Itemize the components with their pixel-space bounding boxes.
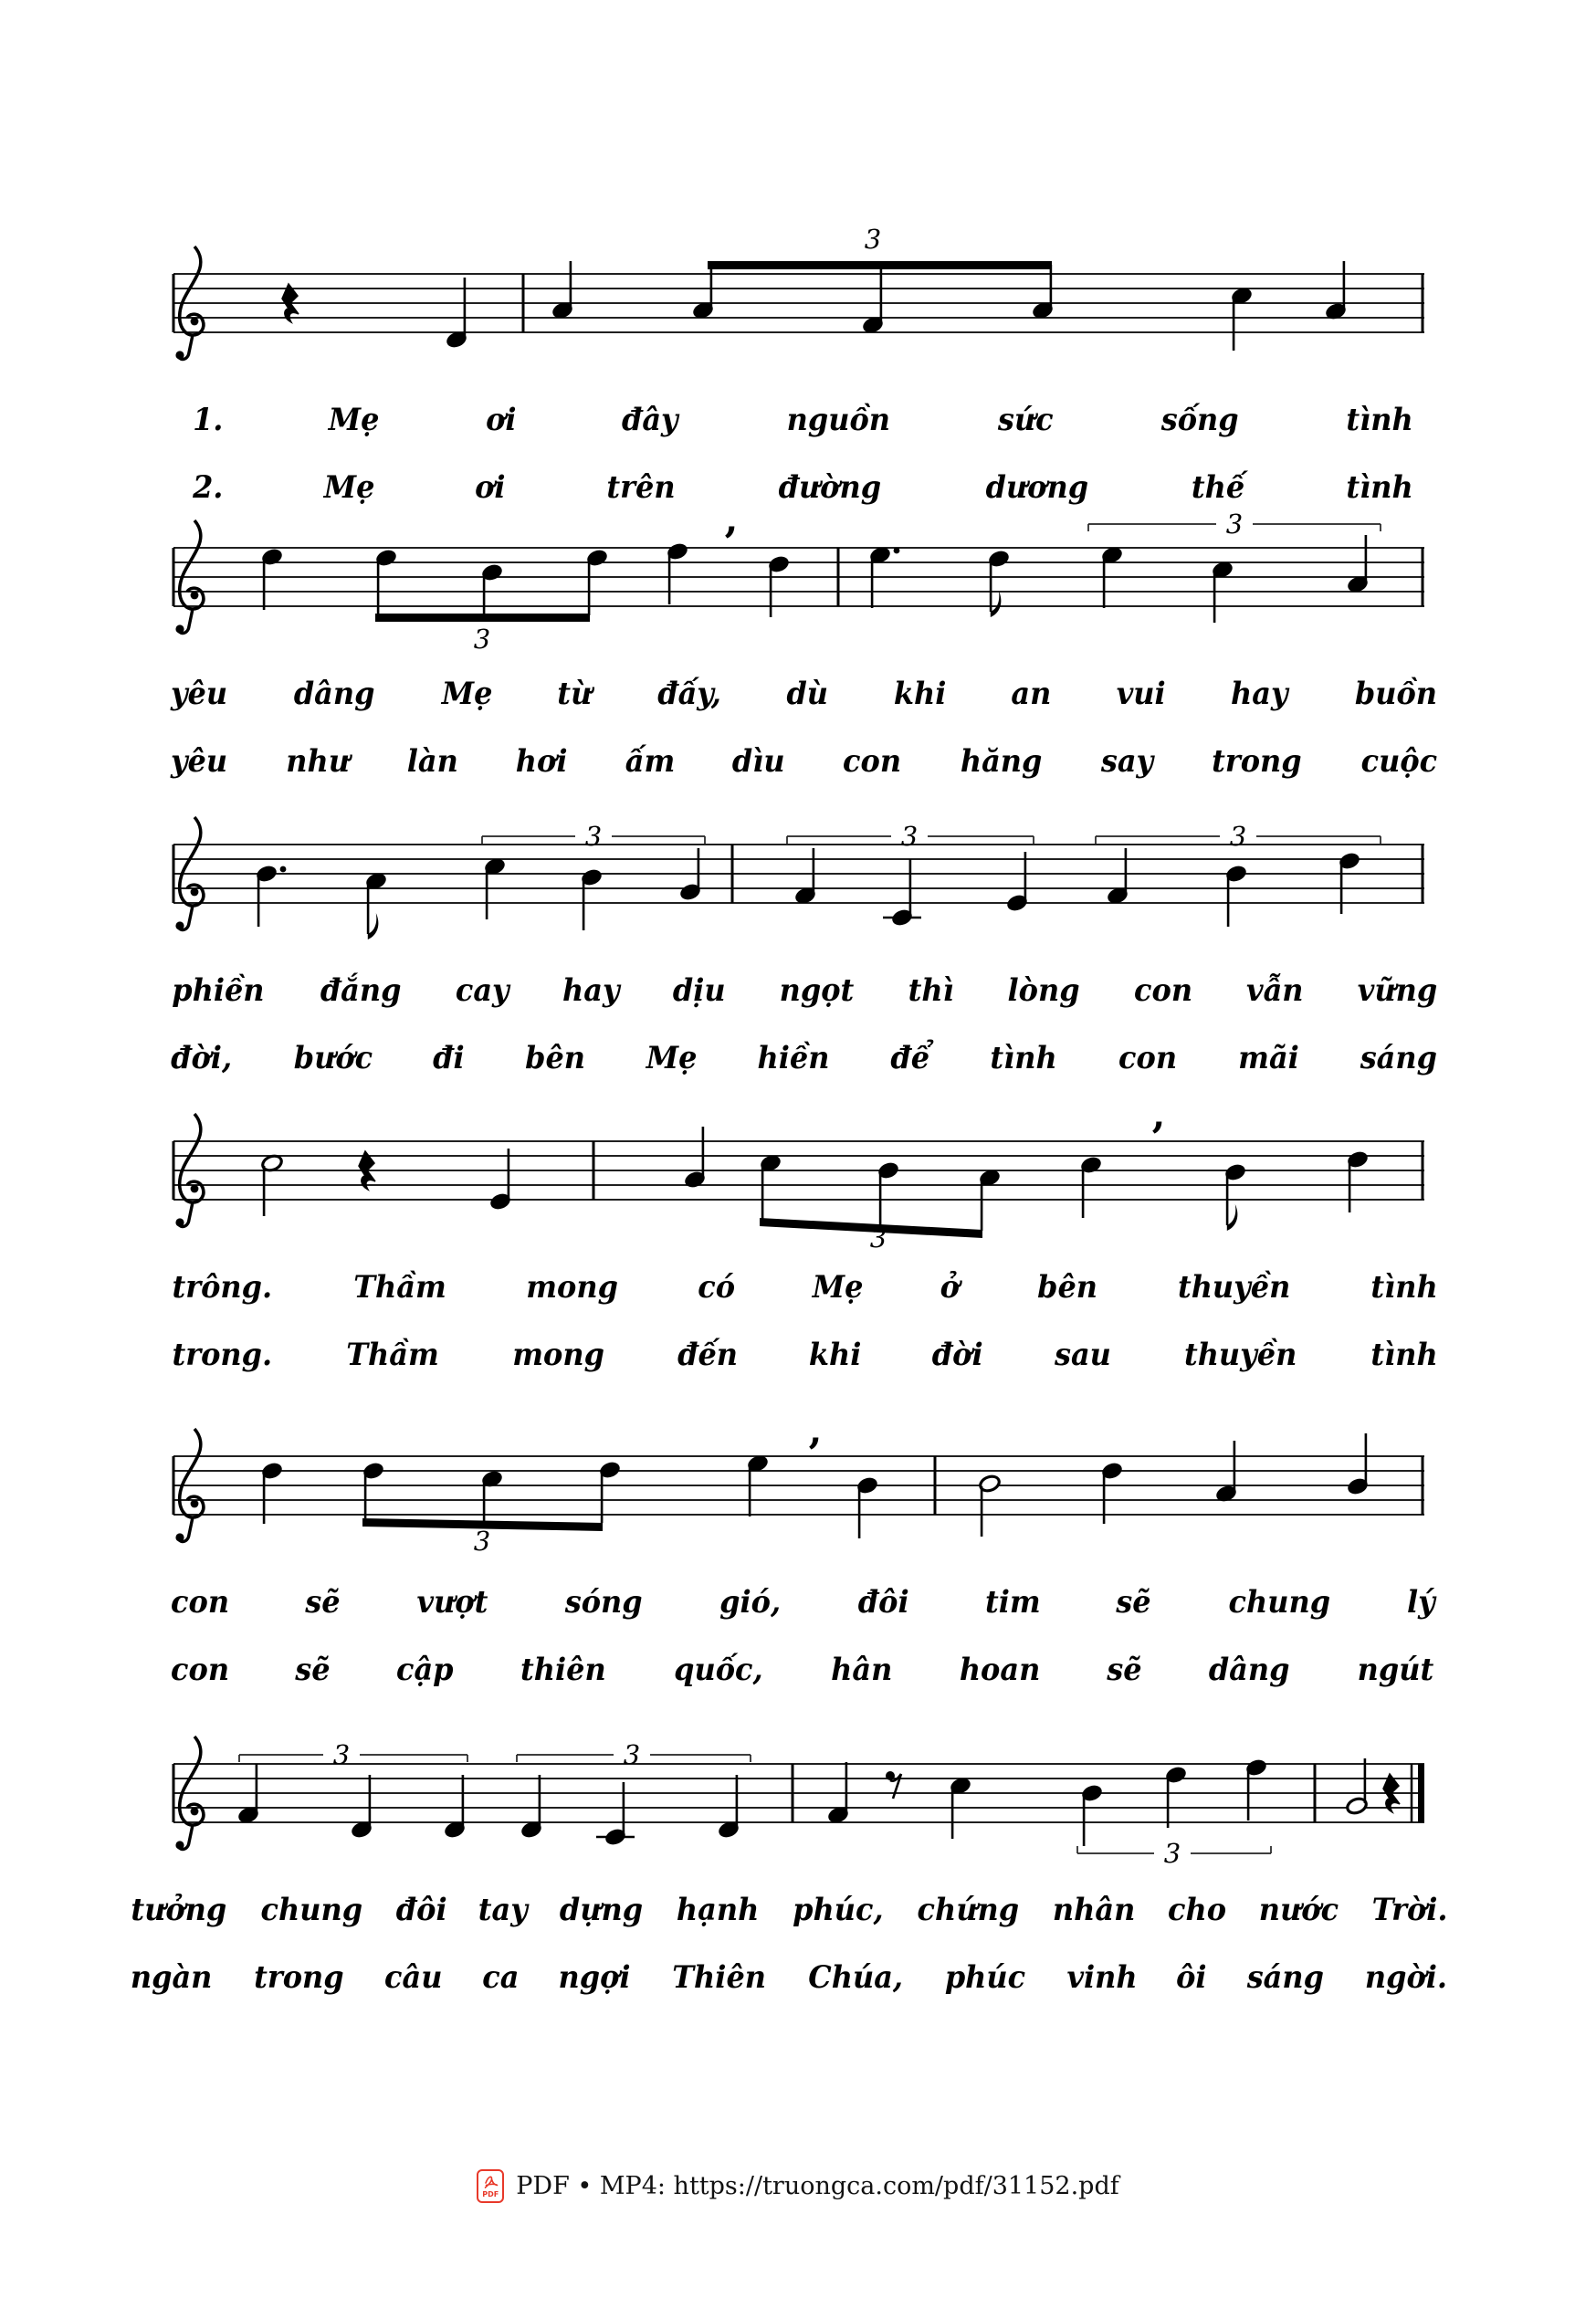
- lyrics-line-verse1-system2: [169, 676, 1440, 712]
- lyric-word: tưởng: [131, 1892, 227, 1928]
- lyric-word: dâng: [294, 676, 375, 712]
- note: [1346, 535, 1369, 594]
- note: [767, 554, 790, 617]
- lyric-word: mong: [512, 1337, 605, 1373]
- note: [374, 548, 397, 615]
- lyric-word: sẽ: [305, 1584, 341, 1621]
- lyric-word: chung: [260, 1892, 363, 1928]
- lyric-word: nước: [1259, 1892, 1339, 1928]
- lyric-word: ơi: [485, 402, 517, 438]
- note: [598, 1460, 621, 1523]
- lyrics-line-verse2-system2: [169, 743, 1440, 780]
- lyric-word: ngàn: [130, 1959, 213, 1996]
- lyrics-line-verse1-system4: [169, 1269, 1440, 1306]
- note: [1079, 1155, 1102, 1218]
- lyric-word: có: [697, 1269, 735, 1306]
- note: [1345, 1758, 1368, 1816]
- lyrics-line-verse1-system5: [169, 1584, 1436, 1621]
- lyric-word: cập: [395, 1652, 454, 1688]
- lyric-word: đôi: [395, 1892, 447, 1928]
- note: [488, 1149, 511, 1212]
- lyric-word: Mẹ: [812, 1269, 864, 1306]
- lyric-word: lòng: [1007, 972, 1080, 1009]
- lyric-word: sẽ: [1107, 1652, 1142, 1688]
- lyric-word: sáng: [1360, 1040, 1438, 1076]
- lyric-word: tình: [1370, 1269, 1438, 1306]
- lyric-word: ơi: [475, 469, 506, 506]
- eighth-flag: [991, 591, 1002, 617]
- note: [678, 848, 701, 902]
- lyric-word: ngọt: [779, 972, 855, 1009]
- triplet-number: 3: [864, 224, 882, 255]
- lyric-word: như: [285, 743, 350, 780]
- lyric-word: mãi: [1237, 1040, 1299, 1076]
- beam: [375, 614, 590, 622]
- lyric-word: dù: [786, 676, 829, 712]
- lyric-word: thế: [1191, 469, 1244, 506]
- lyric-word: yêu: [170, 676, 228, 712]
- lyric-word: chung: [1228, 1584, 1330, 1621]
- lyric-word: trên: [606, 469, 676, 506]
- lyric-word: ngợi: [558, 1959, 631, 1996]
- lyric-word: an: [1011, 676, 1052, 712]
- lyric-word: Chúa,: [808, 1959, 903, 1996]
- staff-system-3: [173, 817, 1424, 939]
- footer-link[interactable]: PDF • MP4: https://truongca.com/pdf/31152.pdf: [516, 2172, 1119, 2200]
- lyric-word: đấy,: [656, 676, 721, 712]
- lyric-word: con: [1133, 972, 1192, 1009]
- breath-mark: ’: [1150, 1113, 1166, 1162]
- note: [666, 541, 688, 604]
- lyric-word: tay: [478, 1892, 528, 1928]
- eighth-rest: [886, 1771, 901, 1799]
- note: [362, 1461, 384, 1518]
- lyric-word: phiền: [172, 972, 265, 1009]
- lyric-word: bước: [293, 1040, 373, 1076]
- triplet-number: 3: [900, 821, 919, 852]
- lyric-word: dựng: [559, 1892, 644, 1928]
- note: [480, 562, 503, 615]
- lyric-word: nguồn: [786, 402, 890, 438]
- lyric-word: đường: [778, 469, 882, 506]
- lyric-word: quốc,: [674, 1652, 764, 1688]
- lyric-word: ấm: [625, 743, 676, 780]
- lyric-word: sóng: [564, 1584, 643, 1621]
- lyric-word: tình: [990, 1040, 1057, 1076]
- lyric-word: Mẹ: [646, 1040, 698, 1076]
- lyric-word: câu: [384, 1959, 443, 1996]
- pdf-icon-label: PDF: [482, 2189, 499, 2198]
- lyric-word: cuộc: [1360, 743, 1438, 780]
- lyric-word: mong: [526, 1269, 619, 1306]
- lyric-word: ở: [940, 1269, 961, 1306]
- lyric-word: thì: [908, 972, 954, 1009]
- lyric-word: thuyền: [1184, 1337, 1297, 1373]
- lyric-word: vẫn: [1245, 972, 1304, 1009]
- note: [1346, 1149, 1369, 1212]
- note: [793, 848, 816, 906]
- note: [691, 265, 714, 320]
- lyric-word: ngút: [1357, 1652, 1434, 1688]
- lyric-word: Mẹ: [323, 469, 375, 506]
- staff-system-5: [173, 1429, 1424, 1557]
- lyric-word: tình: [1346, 402, 1413, 438]
- note: [1223, 1162, 1246, 1231]
- lyric-word: lý: [1407, 1584, 1435, 1621]
- note: [978, 1474, 1001, 1537]
- note: [480, 1469, 503, 1521]
- lyric-word: trong: [1212, 743, 1302, 780]
- lyric-word: sẽ: [295, 1652, 331, 1688]
- lyric-word: Trời.: [1371, 1892, 1448, 1928]
- triplet-number: 3: [1225, 509, 1244, 540]
- lyric-word: hạnh: [676, 1892, 760, 1928]
- note: [1346, 1433, 1369, 1496]
- lyric-word: Mẹ: [329, 402, 380, 438]
- lyric-word: đây: [622, 402, 678, 438]
- note: [1005, 852, 1028, 913]
- lyric-word: tim: [984, 1584, 1041, 1621]
- lyric-word: cay: [455, 972, 509, 1009]
- augmentation-dot: [280, 866, 287, 873]
- lyric-word: say: [1100, 743, 1153, 780]
- note: [759, 1153, 782, 1220]
- note: [683, 1127, 706, 1190]
- lyric-word: đến: [677, 1337, 738, 1373]
- lyric-word: từ: [557, 676, 593, 712]
- staff-system-6: [173, 1737, 1424, 1869]
- lyric-word: bên: [524, 1040, 585, 1076]
- lyric-word: ca: [481, 1959, 520, 1996]
- lyrics-line-verse1-system6: [128, 1892, 1450, 1928]
- beam: [708, 261, 1052, 269]
- lyric-word: làn: [406, 743, 459, 780]
- lyric-word: sau: [1055, 1337, 1112, 1373]
- lyric-word: Thiên: [672, 1959, 766, 1996]
- staff-system-4: [173, 1113, 1424, 1254]
- note: [1080, 1783, 1103, 1846]
- note: [890, 859, 913, 928]
- triplet-number: 3: [1229, 821, 1247, 852]
- lyric-word: thuyền: [1177, 1269, 1290, 1306]
- lyric-word: Thầm: [352, 1269, 446, 1306]
- lyric-word: gió,: [719, 1584, 782, 1621]
- lyric-word: vinh: [1066, 1959, 1138, 1996]
- lyric-word: sẽ: [1116, 1584, 1151, 1621]
- triplet-number: 3: [332, 1739, 351, 1770]
- lyrics-line-verse2-system3: [169, 1040, 1440, 1076]
- lyric-word: con: [171, 1584, 230, 1621]
- lyric-word: yêu: [170, 743, 228, 780]
- note: [1324, 261, 1347, 321]
- lyric-word: Mẹ: [441, 676, 493, 712]
- note: [861, 265, 884, 335]
- lyrics-line-verse2-system5: [169, 1652, 1436, 1688]
- lyric-word: Thầm: [346, 1337, 439, 1373]
- note: [1031, 265, 1054, 320]
- lyric-word: đời: [932, 1337, 984, 1373]
- lyric-word: hoan: [960, 1652, 1041, 1688]
- lyric-word: 1.: [193, 402, 224, 438]
- lyric-word: vững: [1357, 972, 1438, 1009]
- eighth-flag: [368, 913, 379, 939]
- lyrics-line-verse2-system1: [192, 469, 1415, 506]
- lyric-word: vượt: [416, 1584, 488, 1621]
- lyric-word: dịu: [672, 972, 726, 1009]
- breath-mark: ’: [806, 1429, 823, 1478]
- lyric-word: chứng: [917, 1892, 1020, 1928]
- triplet-number: 3: [473, 624, 491, 655]
- lyric-word: tình: [1346, 469, 1413, 506]
- pdf-glyph-icon: [483, 2175, 499, 2190]
- lyrics-line-verse2-system4: [169, 1337, 1440, 1373]
- triplet-number: 3: [623, 1739, 641, 1770]
- lyric-word: con: [1118, 1040, 1177, 1076]
- lyric-word: cho: [1168, 1892, 1227, 1928]
- lyric-word: hơi: [516, 743, 568, 780]
- lyric-word: trong.: [172, 1337, 273, 1373]
- note: [551, 261, 573, 320]
- lyrics-line-verse1-system1: [192, 402, 1415, 438]
- lyric-word: ôi: [1176, 1959, 1207, 1996]
- note: [364, 871, 387, 939]
- lyric-word: trong: [254, 1959, 344, 1996]
- augmentation-dot: [894, 548, 900, 554]
- lyric-word: hân: [831, 1652, 893, 1688]
- lyric-word: phúc: [944, 1959, 1026, 1996]
- lyric-word: hay: [562, 972, 620, 1009]
- lyric-word: hiền: [758, 1040, 830, 1076]
- note: [580, 867, 603, 930]
- lyric-word: đi: [433, 1040, 466, 1076]
- eighth-flag: [1227, 1204, 1238, 1231]
- note: [260, 547, 283, 610]
- triplet-number: 3: [869, 1222, 887, 1254]
- lyric-word: thiên: [520, 1652, 606, 1688]
- note: [1244, 1758, 1267, 1821]
- lyric-word: sống: [1160, 402, 1239, 438]
- note: [1224, 864, 1247, 927]
- lyric-word: sức: [998, 402, 1054, 438]
- lyric-word: khi: [808, 1337, 862, 1373]
- staff-system-1: [173, 224, 1424, 360]
- triplet-number: 3: [584, 821, 603, 852]
- triplet-number: 3: [473, 1526, 491, 1557]
- note: [1164, 1765, 1187, 1828]
- lyric-word: sáng: [1246, 1959, 1324, 1996]
- note: [1338, 851, 1360, 914]
- note: [1214, 1441, 1237, 1504]
- lyric-word: dâng: [1208, 1652, 1290, 1688]
- lyric-word: phúc,: [792, 1892, 884, 1928]
- lyric-word: ngời.: [1364, 1959, 1448, 1996]
- lyric-word: vui: [1116, 676, 1166, 712]
- lyric-word: tình: [1370, 1337, 1438, 1373]
- note: [585, 548, 608, 615]
- lyric-word: bên: [1036, 1269, 1097, 1306]
- lyric-word: dương: [985, 469, 1088, 506]
- lyric-word: nhân: [1053, 1892, 1136, 1928]
- pdf-icon[interactable]: [477, 2169, 504, 2203]
- lyric-word: con: [171, 1652, 230, 1688]
- note: [236, 1764, 259, 1825]
- lyrics-line-verse2-system6: [128, 1959, 1450, 1996]
- lyric-word: đời,: [171, 1040, 233, 1076]
- lyric-word: khi: [893, 676, 946, 712]
- lyric-word: hăng: [960, 743, 1043, 780]
- lyric-word: đôi: [857, 1584, 909, 1621]
- lyric-word: buồn: [1354, 676, 1438, 712]
- note: [856, 1475, 878, 1538]
- breath-mark: ’: [722, 518, 739, 567]
- lyric-word: dìu: [732, 743, 786, 780]
- note: [877, 1160, 899, 1225]
- lyric-word: để: [890, 1040, 930, 1076]
- lyric-word: con: [843, 743, 902, 780]
- lyric-word: trông.: [172, 1269, 273, 1306]
- lyrics-line-verse1-system3: [169, 972, 1440, 1009]
- staff-system-2: [173, 509, 1424, 655]
- triplet-number: 3: [1163, 1838, 1181, 1869]
- lyric-word: hay: [1231, 676, 1288, 712]
- note: [604, 1782, 626, 1847]
- note: [1106, 848, 1129, 906]
- lyric-word: 2.: [193, 469, 224, 506]
- footer: [0, 2169, 1596, 2203]
- lyric-word: đắng: [320, 972, 401, 1009]
- final-barline: [1418, 1764, 1424, 1822]
